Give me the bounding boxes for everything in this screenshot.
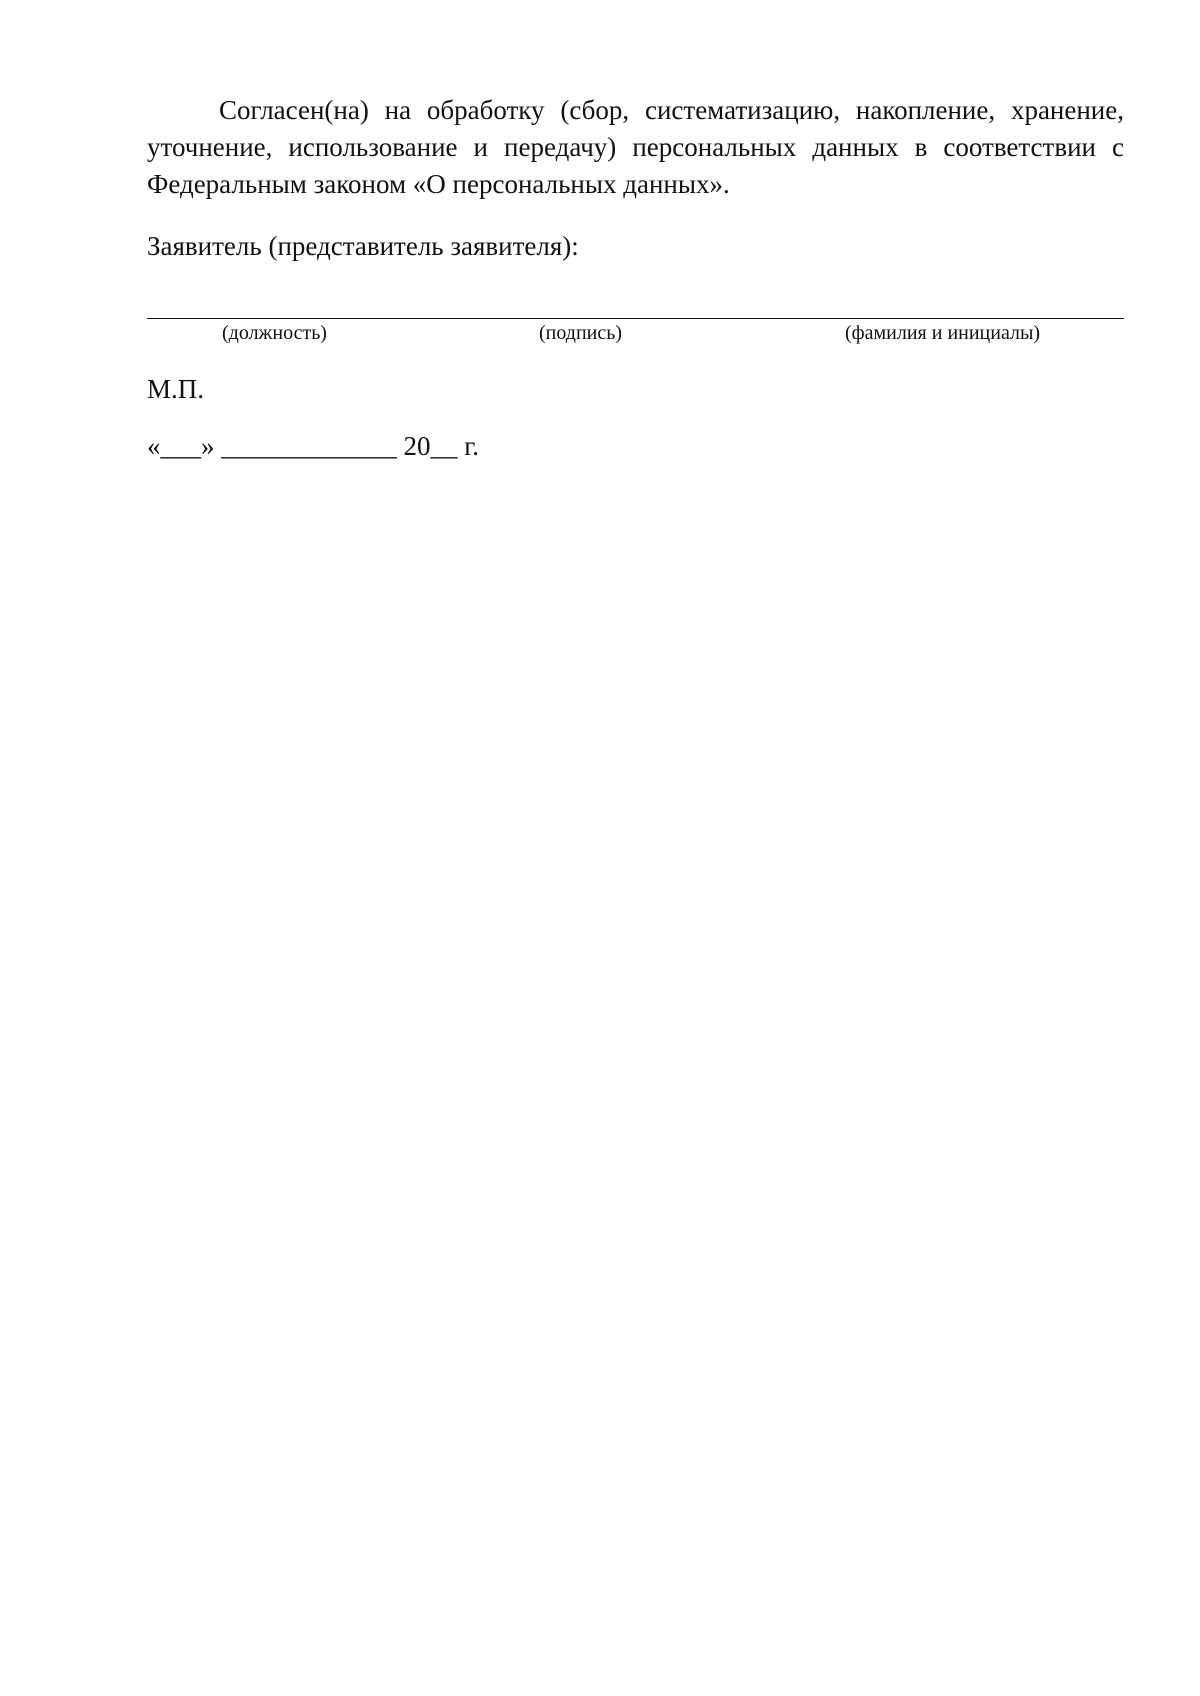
date-line: «___» _____________ 20__ г. <box>147 431 480 461</box>
consent-text: Согласен(на) на обработку (сбор, систематизацию, накопление, хранение, уточнение, использование и передачу) персональных данных в соответствии с Федеральным законом «О персональных данных». <box>147 95 1124 199</box>
stamp-label: М.П. <box>147 374 205 404</box>
applicant-label: Заявитель (представитель заявителя): <box>147 231 579 261</box>
caption-signature: (подпись) <box>539 322 623 344</box>
signature-line <box>147 318 1124 319</box>
caption-name: (фамилия и инициалы) <box>845 322 1041 344</box>
caption-position: (должность) <box>222 322 327 344</box>
